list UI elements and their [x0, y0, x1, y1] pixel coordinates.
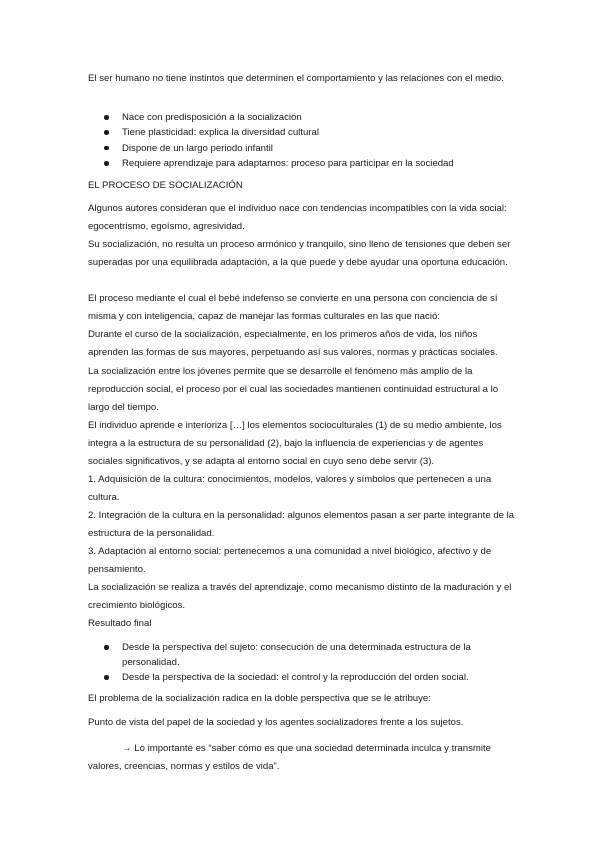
traits-list	[88, 110, 518, 172]
list-item: Nace con predisposición a la socialización	[88, 110, 518, 125]
intro-paragraph: El ser humano no tiene instintos que determinen el comportamiento y las relaciones con el medio.	[88, 73, 504, 84]
section-heading: EL PROCESO DE SOCIALIZACIÓN	[88, 180, 243, 191]
paragraph: → Lo importante es “saber cómo es que una sociedad determinada inculca y transmite valores, creencias, normas y estilos de vida”.	[88, 743, 492, 772]
list-item: Desde la perspectiva de la sociedad: el control y la reproducción del orden social.	[88, 670, 518, 685]
bullet-icon	[104, 130, 109, 135]
bullet-icon	[104, 146, 109, 151]
list-item: Dispone de un largo periodo infantil	[88, 141, 518, 156]
paragraph: Algunos autores consideran que el individuo nace con tendencias incompatibles con la vida social: egocentrismo, egoísmo, agresividad.	[88, 203, 507, 232]
bullet-icon	[104, 161, 109, 166]
paragraph: El proceso mediante el cual el bebé indefenso se convierte en una persona con conciencia de sí misma y con inteligencia, capaz de manejar las formas culturales en las que nació:	[88, 293, 498, 322]
list-item: Requiere aprendizaje para adaptarnos: proceso para participar en la sociedad	[88, 156, 518, 171]
bullet-icon	[104, 675, 109, 680]
bullet-icon	[104, 645, 109, 650]
paragraph: Punto de vista del papel de la sociedad y los agentes socializadores frente a los sujetos.	[88, 717, 464, 728]
list-item: Tiene plasticidad: explica la diversidad cultural	[88, 125, 518, 140]
bullet-icon	[104, 115, 109, 120]
list-item: Desde la perspectiva del sujeto: consecución de una determinada estructura de la personalidad.	[88, 640, 518, 670]
paragraph: Durante el curso de la socialización, especialmente, en los primeros años de vida, los niños aprenden las formas de sus mayores, perpetuando así sus valores, normas y prácticas sociales.	[88, 329, 498, 358]
paragraph: 2. Integración de la cultura en la personalidad: algunos elementos pasan a ser parte integrante de la estructura de la personalidad.	[88, 510, 515, 539]
paragraph: 1. Adquisición de la cultura: conocimientos, modelos, valores y símbolos que pertenecen a una cultura.	[88, 474, 492, 503]
paragraph: El individuo aprende e interioriza […] los elementos socioculturales (1) de su medio ambiente, los integra a la estructura de su personalidad (2), bajo la influencia de experiencias y de agentes sociales significativos, y se adapta al entorno social en cuyo seno debe servir (3).	[88, 420, 502, 467]
paragraph: Su socialización, no resulta un proceso armónico y tranquilo, sino lleno de tensiones que deben ser superadas por una equilibrada adaptación, a la que puede y debe ayudar una oportuna educación.	[88, 239, 511, 268]
paragraph: La socialización se realiza a través del aprendizaje, como mecanismo distinto de la maduración y el crecimiento biológicos.	[88, 582, 512, 611]
result-list	[88, 640, 518, 685]
paragraph: Resultado final	[88, 618, 152, 629]
paragraph: 3. Adaptación al entorno social: pertenecemos a una comunidad a nivel biológico, afectivo y de pensamiento.	[88, 546, 492, 575]
paragraph: La socialización entre los jóvenes permite que se desarrolle el fenómeno más amplio de la reproducción social, el proceso por el cual las sociedades mantienen continuidad estructural a lo largo del tiempo.	[88, 366, 499, 413]
paragraph: El problema de la socialización radica en la doble perspectiva que se le atribuye:	[88, 693, 431, 704]
